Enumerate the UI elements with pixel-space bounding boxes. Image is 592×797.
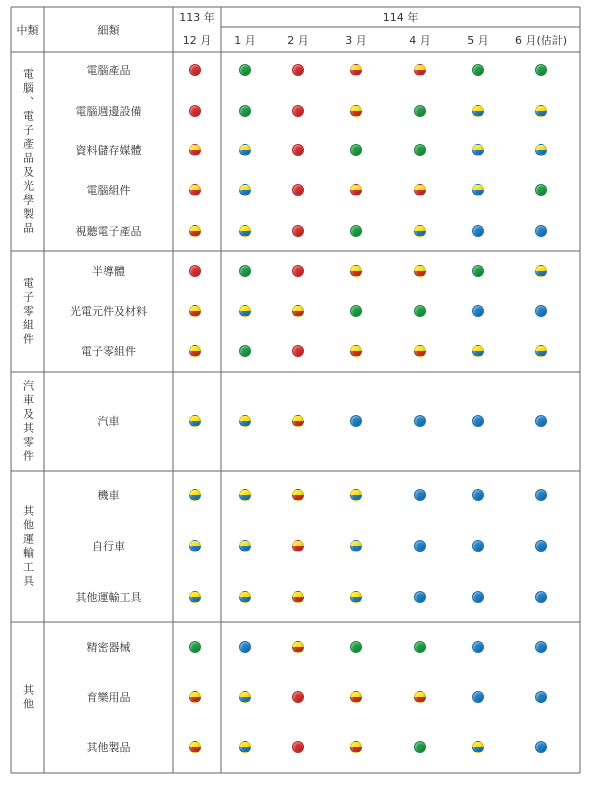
header-month: 3 月 — [345, 33, 367, 47]
signal-yellow-blue-icon — [239, 489, 251, 501]
signal-red-icon — [189, 64, 201, 76]
signal-yellow-blue-icon — [472, 741, 484, 753]
signal-green-icon — [239, 105, 251, 117]
signal-yellow-blue-icon — [472, 105, 484, 117]
signal-green-icon — [414, 144, 426, 156]
signal-yellow-blue-icon — [535, 265, 547, 277]
subcategory-label: 光電元件及材料 — [70, 305, 147, 318]
signal-green-icon — [414, 105, 426, 117]
signal-green-icon — [535, 184, 547, 196]
signal-red-icon — [292, 345, 304, 357]
signal-yellow-red-icon — [350, 184, 362, 196]
signal-yellow-red-icon — [350, 691, 362, 703]
signal-blue-icon — [414, 489, 426, 501]
signal-blue-icon — [350, 415, 362, 427]
signal-blue-icon — [535, 225, 547, 237]
signal-green-icon — [472, 64, 484, 76]
header-month: 5 月 — [467, 33, 489, 47]
subcategory-label: 汽車 — [97, 415, 120, 428]
signal-red-icon — [292, 741, 304, 753]
signal-blue-icon — [414, 591, 426, 603]
signal-green-icon — [414, 641, 426, 653]
signal-red-icon — [292, 225, 304, 237]
category-label: 電子零組件 — [21, 276, 35, 347]
subcategory-label: 其他製品 — [86, 741, 131, 754]
signal-yellow-red-icon — [189, 305, 201, 317]
subcategory-label: 半導體 — [92, 265, 125, 278]
signal-yellow-red-icon — [414, 184, 426, 196]
signal-blue-icon — [472, 489, 484, 501]
signal-green-icon — [350, 144, 362, 156]
signal-yellow-blue-icon — [535, 345, 547, 357]
signal-yellow-red-icon — [292, 489, 304, 501]
header-subcategory: 細類 — [97, 23, 120, 37]
signal-blue-icon — [472, 691, 484, 703]
signal-blue-icon — [472, 641, 484, 653]
signal-yellow-red-icon — [189, 741, 201, 753]
signal-yellow-blue-icon — [414, 225, 426, 237]
signal-blue-icon — [414, 415, 426, 427]
signal-yellow-red-icon — [350, 105, 362, 117]
header-year-113: 113 年 — [179, 11, 215, 24]
subcategory-label: 資料儲存媒體 — [75, 144, 142, 157]
signal-blue-icon — [535, 691, 547, 703]
subcategory-label: 自行車 — [92, 540, 125, 553]
signal-blue-icon — [472, 540, 484, 552]
signal-yellow-blue-icon — [239, 540, 251, 552]
signal-yellow-red-icon — [189, 691, 201, 703]
signal-yellow-blue-icon — [472, 345, 484, 357]
signal-blue-icon — [414, 540, 426, 552]
signal-yellow-red-icon — [189, 225, 201, 237]
header-month: 6 月(估計) — [514, 33, 568, 47]
subcategory-label: 其他運輸工具 — [75, 591, 142, 604]
header-month: 2 月 — [287, 33, 309, 47]
category-label: 其他運輸工具 — [21, 504, 35, 589]
signal-green-icon — [350, 305, 362, 317]
signal-red-icon — [292, 184, 304, 196]
signal-yellow-red-icon — [292, 415, 304, 427]
signal-yellow-blue-icon — [239, 415, 251, 427]
signal-green-icon — [239, 345, 251, 357]
header-category: 中類 — [16, 23, 39, 37]
header-month: 12 月 — [182, 33, 212, 47]
subcategory-label: 視聽電子產品 — [75, 225, 142, 238]
signal-red-icon — [292, 144, 304, 156]
signal-yellow-red-icon — [414, 691, 426, 703]
header-year-114: 114 年 — [382, 11, 419, 24]
signal-yellow-blue-icon — [239, 591, 251, 603]
signal-yellow-red-icon — [414, 265, 426, 277]
signal-yellow-red-icon — [292, 305, 304, 317]
signal-red-icon — [292, 691, 304, 703]
signal-blue-icon — [472, 415, 484, 427]
signal-green-icon — [414, 305, 426, 317]
signal-yellow-blue-icon — [239, 225, 251, 237]
signal-red-icon — [189, 105, 201, 117]
signal-red-icon — [292, 265, 304, 277]
signal-red-icon — [189, 265, 201, 277]
signal-red-icon — [292, 105, 304, 117]
subcategory-label: 機車 — [97, 489, 120, 502]
signal-yellow-red-icon — [350, 265, 362, 277]
signal-blue-icon — [535, 489, 547, 501]
subcategory-label: 電腦產品 — [86, 64, 131, 77]
signal-yellow-red-icon — [292, 641, 304, 653]
signal-blue-icon — [535, 415, 547, 427]
signal-yellow-blue-icon — [472, 144, 484, 156]
signal-yellow-blue-icon — [535, 105, 547, 117]
signal-yellow-red-icon — [350, 64, 362, 76]
subcategory-label: 電子零組件 — [81, 345, 136, 358]
signal-red-icon — [292, 64, 304, 76]
category-label: 其他 — [21, 683, 35, 712]
signal-blue-icon — [535, 540, 547, 552]
signal-green-icon — [239, 64, 251, 76]
subcategory-label: 育樂用品 — [86, 691, 131, 704]
signal-blue-icon — [239, 641, 251, 653]
signal-yellow-blue-icon — [350, 591, 362, 603]
signal-blue-icon — [472, 305, 484, 317]
category-label: 汽車及其零件 — [21, 379, 35, 464]
signal-yellow-red-icon — [414, 64, 426, 76]
signal-yellow-red-icon — [189, 184, 201, 196]
header-month: 1 月 — [234, 33, 256, 47]
signal-yellow-blue-icon — [189, 415, 201, 427]
signal-yellow-blue-icon — [239, 691, 251, 703]
header-month: 4 月 — [409, 33, 431, 47]
signal-yellow-red-icon — [350, 741, 362, 753]
signal-yellow-blue-icon — [239, 741, 251, 753]
signal-yellow-red-icon — [189, 144, 201, 156]
signal-yellow-blue-icon — [535, 144, 547, 156]
signal-yellow-blue-icon — [350, 489, 362, 501]
signal-yellow-red-icon — [292, 591, 304, 603]
signal-yellow-blue-icon — [239, 184, 251, 196]
signal-yellow-blue-icon — [189, 540, 201, 552]
signal-yellow-red-icon — [292, 540, 304, 552]
subcategory-label: 電腦週邊設備 — [75, 105, 142, 118]
subcategory-label: 精密器械 — [86, 641, 131, 654]
signal-yellow-blue-icon — [472, 184, 484, 196]
signal-yellow-blue-icon — [239, 305, 251, 317]
signal-yellow-blue-icon — [189, 489, 201, 501]
signal-blue-icon — [472, 225, 484, 237]
subcategory-label: 電腦組件 — [86, 184, 131, 197]
signal-green-icon — [350, 641, 362, 653]
signal-blue-icon — [472, 591, 484, 603]
signal-blue-icon — [535, 641, 547, 653]
signal-blue-icon — [535, 305, 547, 317]
signal-green-icon — [189, 641, 201, 653]
signal-yellow-red-icon — [350, 345, 362, 357]
signal-green-icon — [472, 265, 484, 277]
signal-yellow-red-icon — [414, 345, 426, 357]
signal-green-icon — [350, 225, 362, 237]
signal-blue-icon — [535, 741, 547, 753]
signal-yellow-red-icon — [189, 345, 201, 357]
signal-yellow-blue-icon — [189, 591, 201, 603]
signal-yellow-blue-icon — [239, 144, 251, 156]
signal-green-icon — [239, 265, 251, 277]
signal-green-icon — [414, 741, 426, 753]
signal-green-icon — [535, 64, 547, 76]
signal-yellow-blue-icon — [350, 540, 362, 552]
signal-blue-icon — [535, 591, 547, 603]
category-label: 電腦、電子產品及光學製品 — [21, 67, 35, 236]
